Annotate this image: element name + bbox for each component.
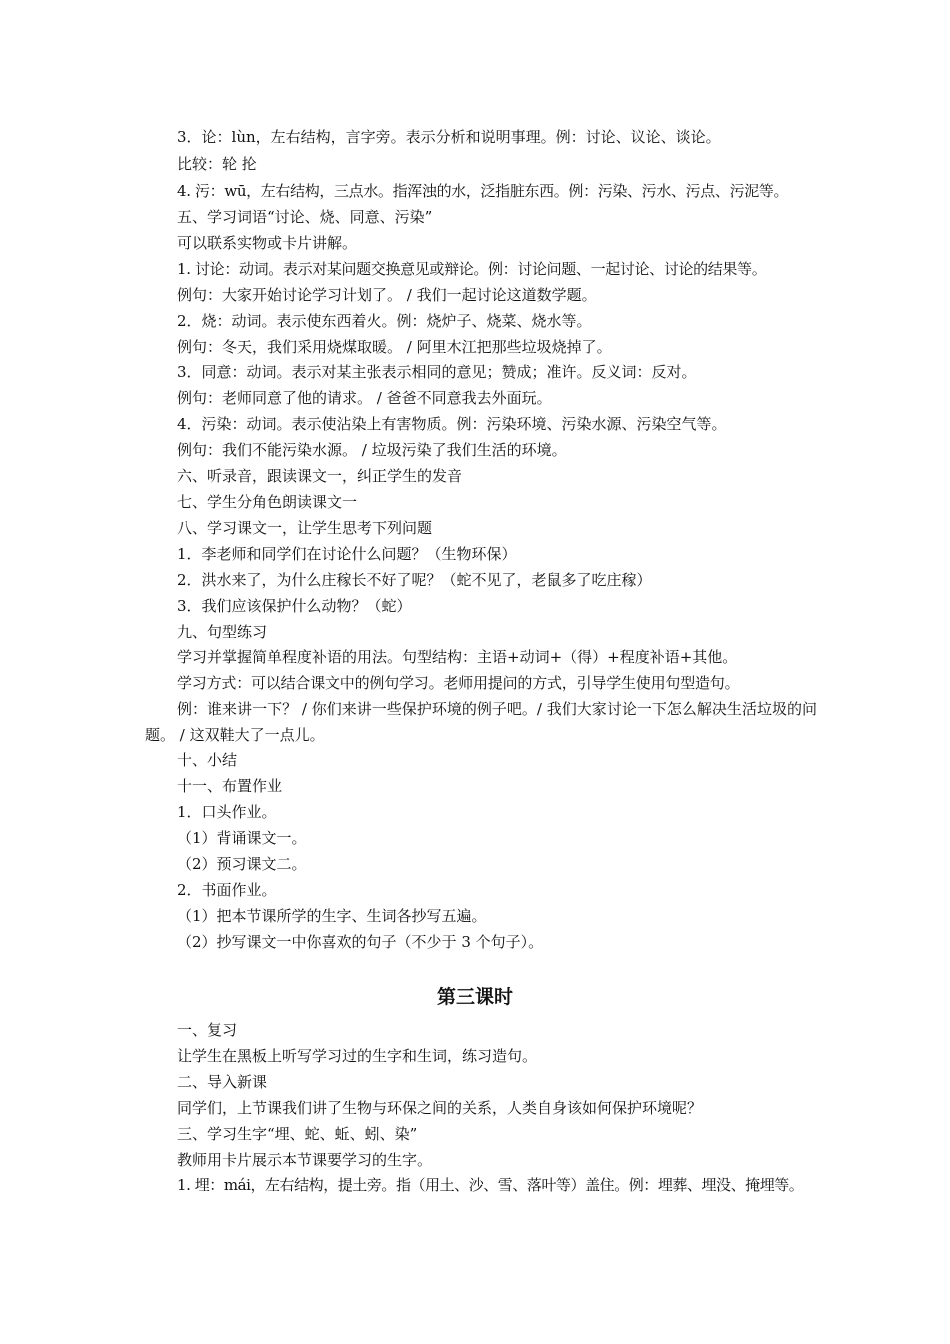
text-line: 可以联系实物或卡片讲解。 [177, 233, 358, 252]
text-line: 教师用卡片展示本节课要学习的生字。 [177, 1150, 433, 1169]
text-line: 同学们，上节课我们讲了生物与环保之间的关系，人类自身该如何保护环境呢？ [177, 1098, 703, 1117]
text-line: 八、学习课文一，让学生思考下列问题 [177, 518, 433, 537]
text-line: 2．烧：动词。表示使东西着火。例：烧炉子、烧菜、烧水等。 [177, 311, 592, 330]
text-line: 3．我们应该保护什么动物？（蛇） [177, 596, 412, 615]
text-line: 五、学习词语“讨论、烧、同意、污染” [177, 208, 433, 226]
text-line: 三、学习生字“埋、蛇、蚯、蚓、染” [177, 1124, 418, 1143]
text-line: （2）预习课文二。 [177, 854, 307, 873]
text-line: 七、学生分角色朗读课文一 [177, 492, 358, 511]
text-line: 4. 污：wū，左右结构，三点水。指浑浊的水，泛指脏东西。例：污染、污水、污点、污泥等。 [177, 182, 789, 200]
text-line: 九、句型练习 [177, 622, 268, 641]
text-line: 学习方式：可以结合课文中的例句学习。老师用提问的方式，引导学生使用句型造句。 [177, 674, 740, 693]
section-heading: 第三课时 [436, 986, 513, 1008]
text-line: 1．口头作业。 [177, 803, 277, 822]
text-line: （1）背诵课文一。 [177, 828, 307, 847]
text-line: 1．李老师和同学们在讨论什么问题？（生物环保） [177, 544, 517, 563]
text-line: 一、复习 [177, 1021, 238, 1039]
lesson-two-content [0, 124, 950, 955]
text-line: 3．论：lùn，左右结构，言字旁。表示分析和说明事理。例：讨论、议论、谈论。 [177, 128, 721, 146]
text-line: 例句：冬天，我们采用烧煤取暖。 / 阿里木江把那些垃圾烧掉了。 [177, 337, 612, 356]
lesson-three-content [0, 1018, 950, 1199]
text-line: 2．洪水来了，为什么庄稼长不好了呢？（蛇不见了，老鼠多了吃庄稼） [177, 570, 652, 589]
text-line: 4．污染：动词。表示使沾染上有害物质。例：污染环境、污染水源、污染空气等。 [177, 415, 727, 434]
text-line: 六、听录音，跟读课文一，纠正学生的发音 [177, 467, 463, 486]
text-line: 二、导入新课 [177, 1072, 268, 1091]
text-line: 十、小结 [177, 751, 238, 770]
text-line: （2）抄写课文一中你喜欢的句子（不少于 3 个句子）。 [177, 932, 544, 951]
text-line: 2．书面作业。 [177, 880, 277, 899]
text-line: 让学生在黑板上听写学习过的生字和生词，练习造句。 [177, 1046, 538, 1065]
text-line: 十一、布置作业 [177, 777, 283, 796]
text-line: 学习并掌握简单程度补语的用法。句型结构：主语+动词+（得）+程度补语+其他。 [177, 648, 738, 667]
text-line: 1. 讨论：动词。表示对某问题交换意见或辩论。例：讨论问题、一起讨论、讨论的结果等。 [177, 259, 767, 278]
text-line: 比较：轮 抡 [177, 155, 257, 173]
text-line: 例句：我们不能污染水源。 / 垃圾污染了我们生活的环境。 [177, 441, 567, 460]
text-line: 例句：老师同意了他的请求。 / 爸爸不同意我去外面玩。 [177, 389, 552, 408]
text-line: 3．同意：动词。表示对某主张表示相同的意见；赞成；准许。反义词：反对。 [177, 363, 697, 382]
text-line: 1. 埋：mái，左右结构，提土旁。指（用土、沙、雪、落叶等）盖住。例：埋葬、埋没、掩埋等。 [177, 1176, 804, 1195]
text-line: 例句：大家开始讨论学习计划了。 / 我们一起讨论这道数学题。 [177, 285, 597, 304]
example-paragraph: 例：谁来讲一下？ / 你们来讲一些保护环境的例子吧。/ 我们大家讨论一下怎么解决生活垃圾的问题。 / 这双鞋大了一点儿。 [145, 700, 817, 744]
text-line: （1）把本节课所学的生字、生词各抄写五遍。 [177, 906, 487, 925]
